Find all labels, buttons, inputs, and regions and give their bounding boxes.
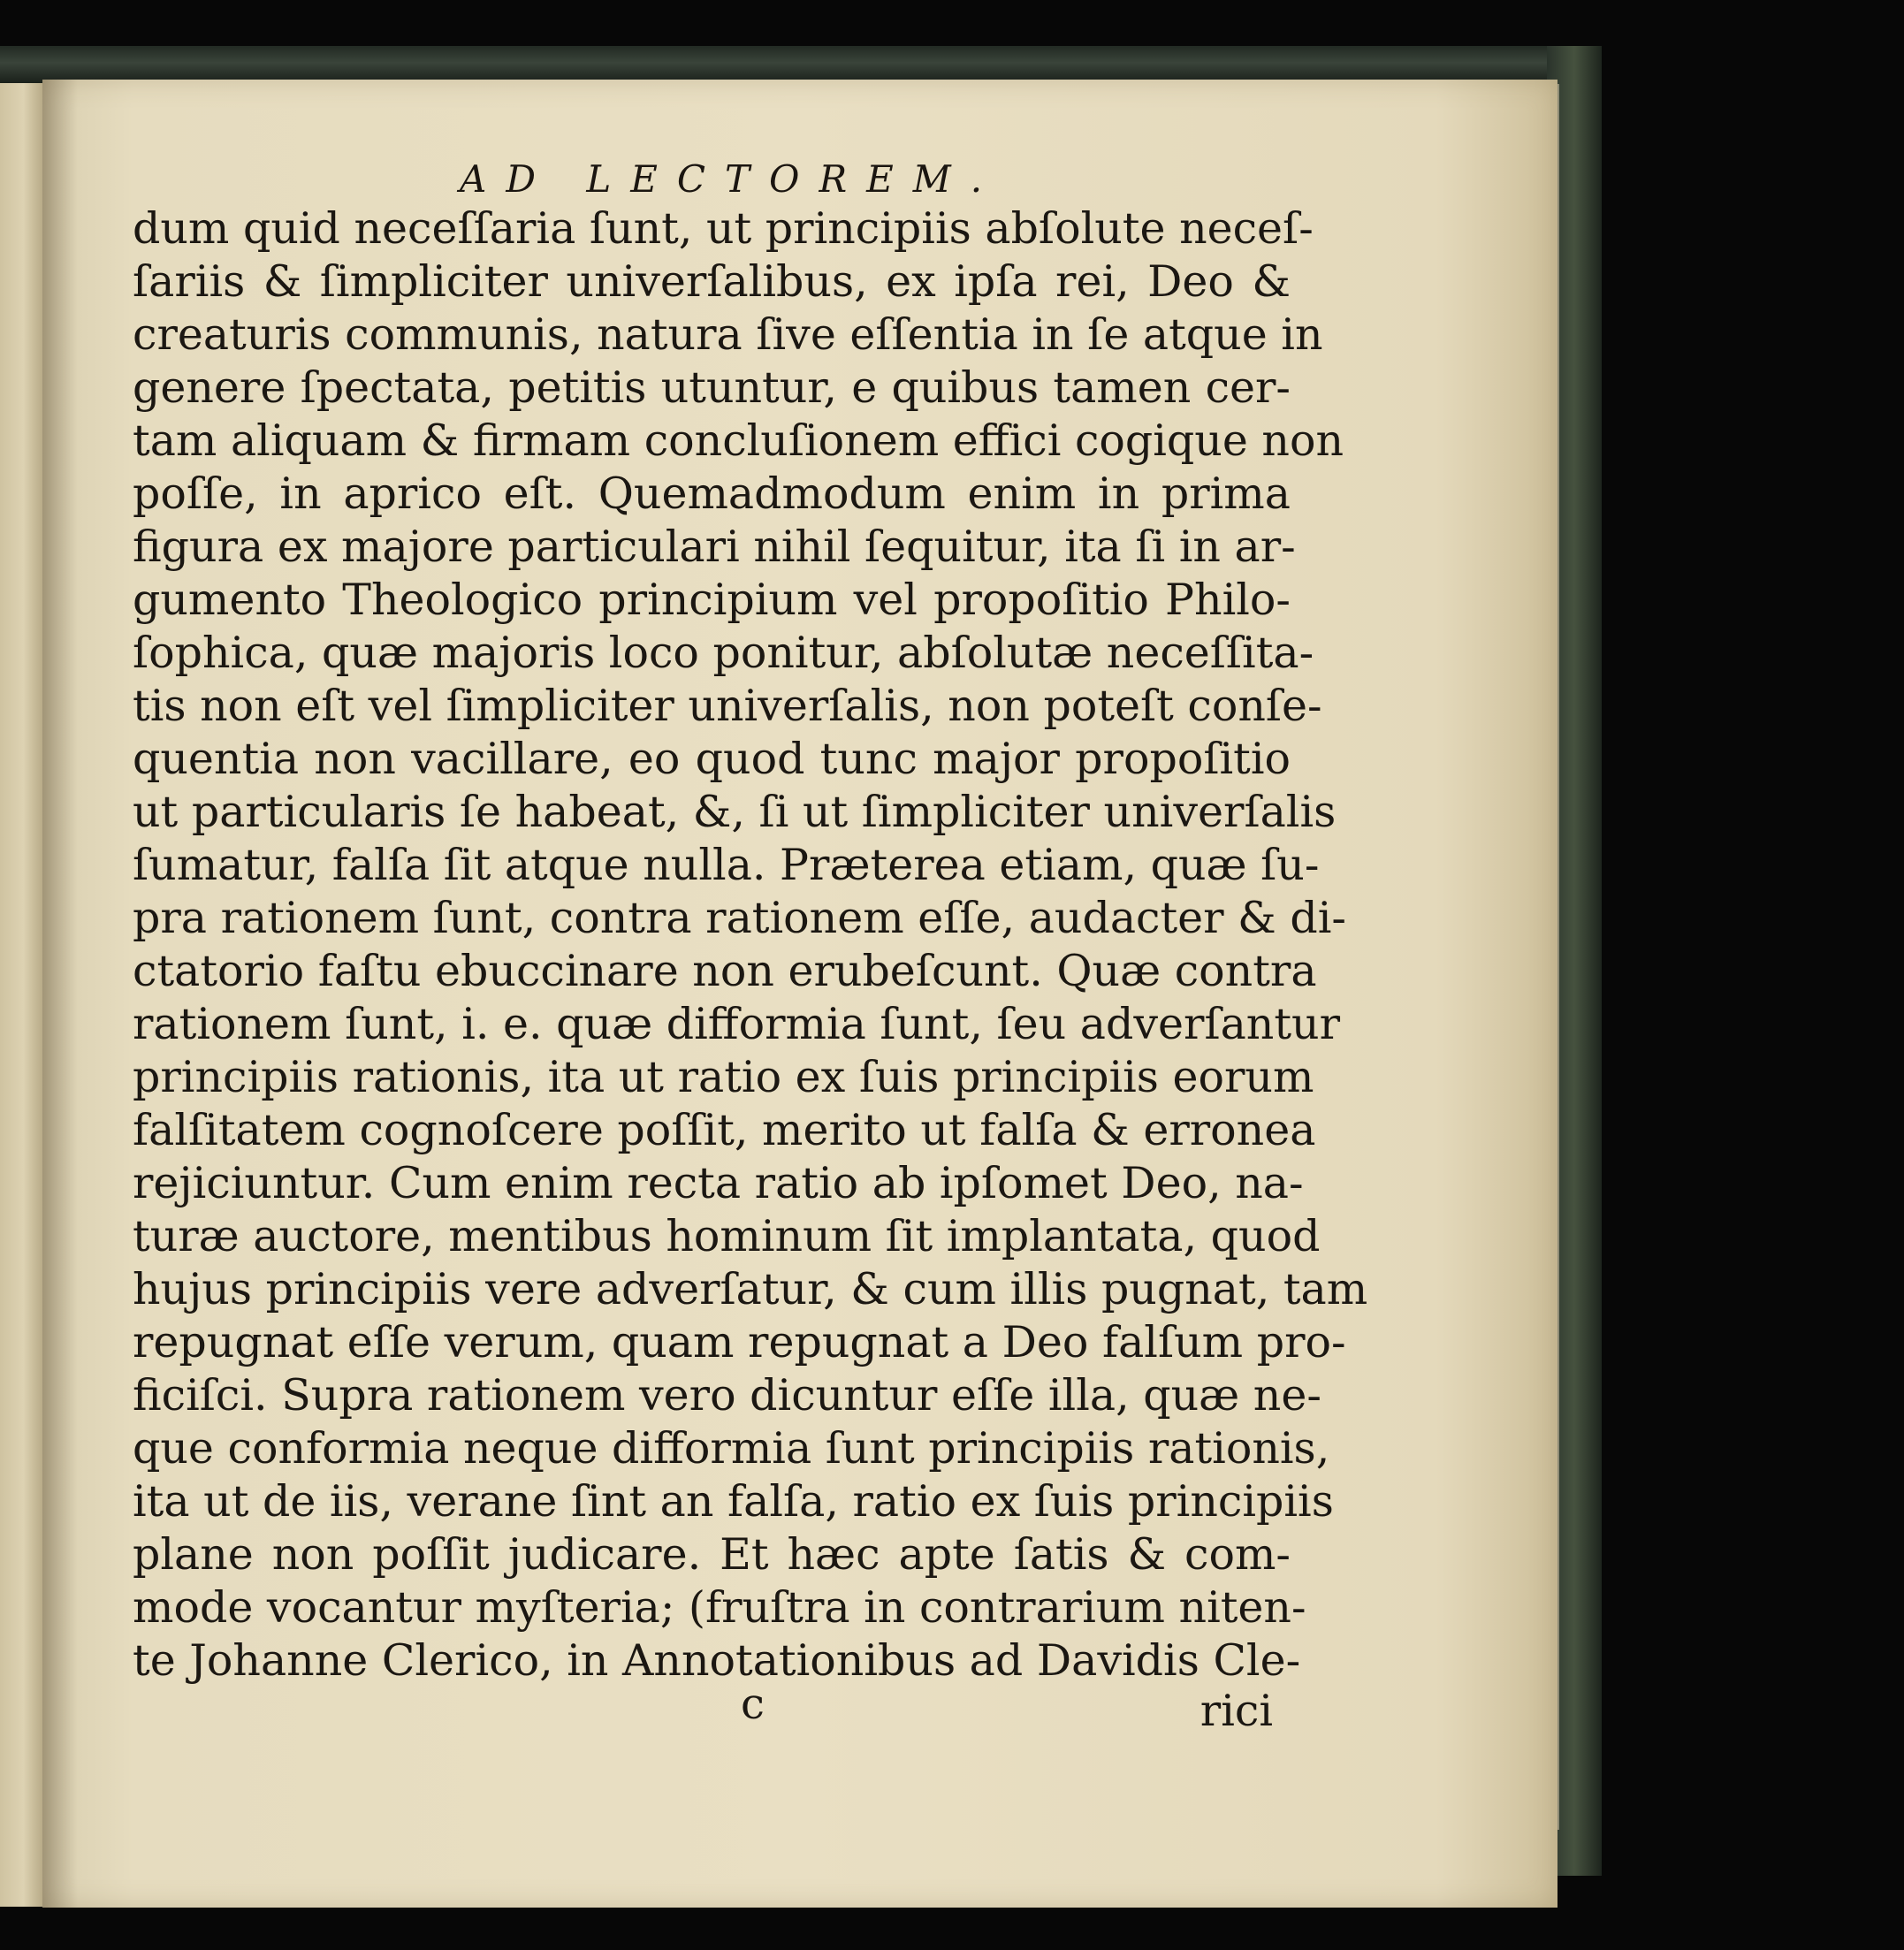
gutter-shadow [42,80,78,1908]
text-line: ctatorio faſtu ebuccinare non erubeſcunt. Quæ contra [133,946,1317,996]
book-binding-top [0,46,1600,83]
text-line: repugnat eſſe verum, quam repugnat a Deo falſum pro- [133,1317,1346,1367]
text-line: genere ſpectata, petitis utuntur, e quibus tamen cer- [133,362,1291,413]
text-line: que conformia neque difformia ſunt principiis rationis, [133,1423,1330,1474]
text-line: turæ auctore, mentibus hominum ſit implantata, quod [133,1211,1321,1261]
text-line: ut particularis ſe habeat, &, ſi ut ſimpliciter univerſalis [133,787,1337,837]
page-footer [133,1678,1273,1736]
text-line: tis non eſt vel ſimpliciter univerſalis, non poteſt conſe- [133,681,1322,731]
text-line: rationem ſunt, i. e. quæ difformia ſunt, ſeu adverſantur [133,999,1341,1049]
text-line: rejiciuntur. Cum enim recta ratio ab ipſomet Deo, na- [133,1158,1304,1208]
text-line: hujus principiis vere adverſatur, & cum illis pugnat, tam [133,1264,1368,1314]
signature-mark: c [741,1680,765,1729]
text-line: dum quid neceſſaria ſunt, ut principiis abſolute neceſ- [133,203,1314,254]
text-line: pra rationem ſunt, contra rationem eſſe, audacter & di- [133,893,1346,943]
text-line: poſſe, in aprico eſt. Quemadmodum enim in prima [133,468,1291,519]
text-line: creaturis communis, natura ſive eſſentia in ſe atque in [133,309,1323,360]
text-line: ſophica, quæ majoris loco ponitur, abſolutæ neceſſita- [133,628,1314,678]
text-line: figura ex majore particulari nihil ſequitur, ita ſi in ar- [133,522,1296,572]
text-line: te Johanne Clerico, in Annotationibus ad Davidis Cle- [133,1635,1301,1686]
text-line: gumento Theologico principium vel propoſitio Philo- [133,575,1291,625]
text-line: ſumatur, falſa ſit atque nulla. Præterea etiam, quæ ſu- [133,840,1320,890]
catchword: rici [1200,1686,1273,1736]
text-line: mode vocantur myſteria; (fruſtra in contrarium niten- [133,1582,1306,1633]
text-line: plane non poſſit judicare. Et hæc apte ſatis & com- [133,1529,1291,1580]
text-line: quentia non vacillare, eo quod tunc major propoſitio [133,734,1291,784]
text-line: tam aliquam & firmam concluſionem effici cogique non [133,415,1344,466]
text-line: ſariis & ſimpliciter univerſalibus, ex ipſa rei, Deo & [133,256,1291,307]
text-line: falſitatem cognoſcere poſſit, merito ut falſa & erronea [133,1105,1316,1155]
facing-page-edge [0,55,42,1907]
text-line: principiis rationis, ita ut ratio ex ſuis principiis eorum [133,1052,1314,1102]
running-head: AD LECTOREM. [460,157,1002,201]
text-line: ficiſci. Supra rationem vero dicuntur eſſe illa, quæ ne- [133,1370,1321,1421]
text-line: ita ut de iis, verane ſint an falſa, ratio ex ſuis principiis [133,1476,1334,1527]
